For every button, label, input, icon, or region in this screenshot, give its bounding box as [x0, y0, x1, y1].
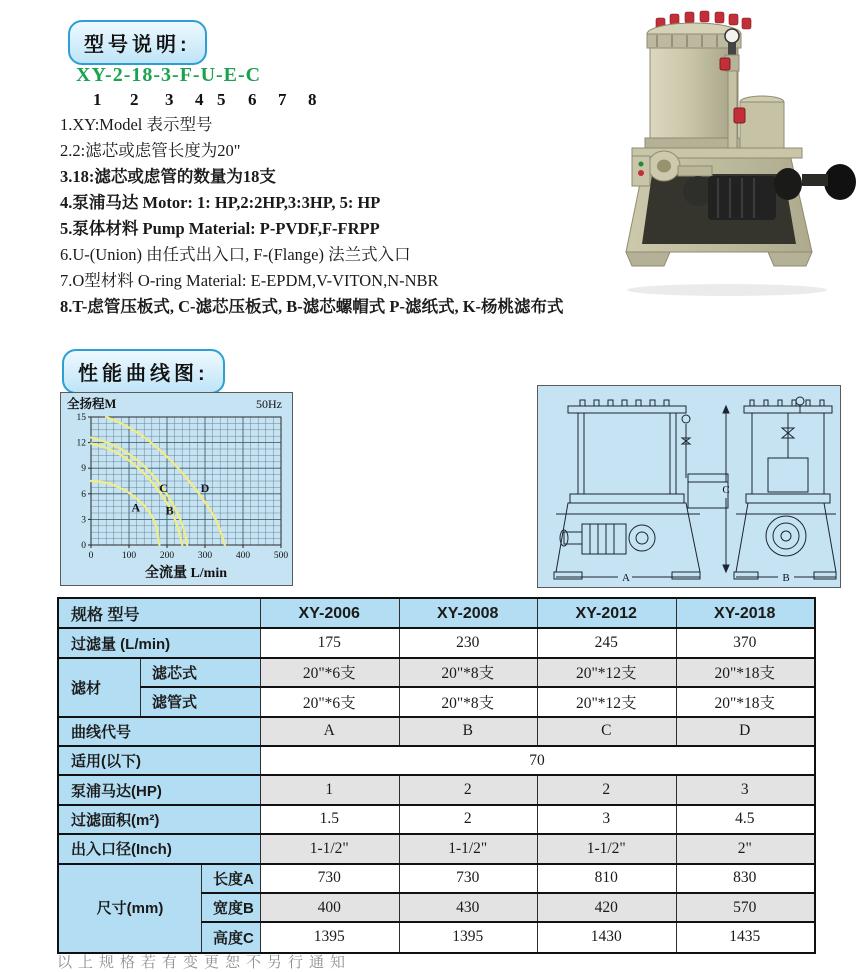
- table-grid-line: [201, 892, 814, 894]
- svg-text:0: 0: [88, 551, 94, 561]
- spec-value: 20"*8支: [399, 687, 538, 716]
- table-grid-line: [201, 921, 814, 923]
- table-grid-line: [399, 599, 400, 746]
- spec-value: 20"*6支: [260, 658, 399, 687]
- spec-value: 810: [537, 864, 676, 893]
- performance-curve-chart: [60, 392, 293, 586]
- spec-value-merged: 70: [260, 746, 814, 775]
- spec-value: 20"*12支: [537, 687, 676, 716]
- table-grid-line: [140, 686, 814, 688]
- spec-subrow-label: 宽度B: [201, 893, 260, 922]
- spec-value: 3: [676, 775, 815, 804]
- spec-row-label: 出入口径(Inch): [59, 834, 260, 863]
- table-corner-header: 规格 型号: [59, 599, 260, 628]
- spec-value: 20"*6支: [260, 687, 399, 716]
- spec-value: 1395: [260, 922, 399, 951]
- curve-label-C: C: [159, 481, 168, 496]
- table-grid-line: [676, 599, 677, 746]
- svg-text:15: 15: [76, 413, 86, 423]
- spec-value: 1: [260, 775, 399, 804]
- spec-value: 2: [399, 805, 538, 834]
- model-code-legend-item: 5.泵体材料 Pump Material: P-PVDF,F-FRPP: [60, 219, 380, 238]
- spec-value: 1-1/2": [537, 834, 676, 863]
- spec-value: 400: [260, 893, 399, 922]
- model-code-digit-row: [76, 90, 376, 112]
- table-grid-line: [59, 804, 814, 806]
- x-axis-label: 全流量 L/min: [144, 566, 228, 581]
- spec-value: 430: [399, 893, 538, 922]
- dim-label-a: A: [622, 572, 630, 584]
- spec-value: 730: [260, 864, 399, 893]
- spec-value: 1430: [537, 922, 676, 951]
- model-code-digit: 8: [308, 90, 317, 109]
- spec-value: 230: [399, 628, 538, 657]
- spec-group-label: 滤材: [59, 658, 140, 717]
- model-code-digit: 3: [165, 90, 174, 109]
- model-code-legend-item: 6.U-(Union) 由任式出入口, F-(Flange) 法兰式入口: [60, 245, 411, 264]
- curve-label-A: A: [131, 500, 141, 515]
- curve-chart-svg: [61, 393, 290, 583]
- table-grid-line: [201, 864, 202, 952]
- curve-C: [91, 437, 187, 545]
- spec-value: A: [260, 717, 399, 746]
- spec-value: D: [676, 717, 815, 746]
- filter-machine-illustration: [612, 6, 847, 298]
- table-grid-line: [59, 716, 814, 718]
- dim-label-b: B: [782, 572, 790, 584]
- table-grid-line: [537, 599, 538, 746]
- spec-subrow-label: 高度C: [201, 922, 260, 951]
- svg-text:9: 9: [81, 464, 86, 475]
- model-code-digit: 4: [195, 90, 204, 109]
- svg-text:12: 12: [76, 438, 86, 449]
- model-column-header: XY-2006: [260, 599, 399, 628]
- spec-value: 1-1/2": [260, 834, 399, 863]
- spec-value: 175: [260, 628, 399, 657]
- spec-value: 1.5: [260, 805, 399, 834]
- spec-value: 20"*18支: [676, 658, 815, 687]
- spec-subrow-label: 滤芯式: [140, 658, 260, 687]
- svg-text:6: 6: [81, 489, 86, 500]
- spec-row-label: 泵浦马达(HP): [59, 775, 260, 804]
- table-grid-line: [59, 833, 814, 835]
- dim-label-c: C: [722, 484, 730, 496]
- spec-value: 730: [399, 864, 538, 893]
- model-column-header: XY-2008: [399, 599, 538, 628]
- spec-subrow-label: 长度A: [201, 864, 260, 893]
- curve-label-D: D: [200, 481, 210, 496]
- spec-value: 20"*18支: [676, 687, 815, 716]
- spec-row-label: 过滤面积(m²): [59, 805, 260, 834]
- dimension-drawings: [537, 385, 841, 588]
- model-code-digit: 2: [130, 90, 139, 109]
- table-grid-line: [59, 745, 814, 747]
- spec-value: 2: [399, 775, 538, 804]
- model-code-digit: 7: [278, 90, 287, 109]
- spec-value: 1435: [676, 922, 815, 951]
- curve-label-B: B: [165, 503, 174, 518]
- svg-text:3: 3: [81, 515, 86, 526]
- svg-text:500: 500: [273, 551, 289, 561]
- model-code-legend-item: 8.T-虑管压板式, C-滤芯压板式, B-滤芯螺帽式 P-滤纸式, K-杨桃滤布式: [60, 297, 564, 316]
- spec-subrow-label: 滤管式: [140, 687, 260, 716]
- model-code-legend-item: 7.O型材料 O-ring Material: E-EPDM,V-VITON,N-NBR: [60, 271, 439, 290]
- y-axis-label: 全扬程M: [67, 397, 117, 411]
- svg-text:400: 400: [235, 551, 251, 561]
- model-code: XY-2-18-3-F-U-E-C: [76, 64, 262, 86]
- spec-value: 3: [537, 805, 676, 834]
- model-column-header: XY-2018: [676, 599, 815, 628]
- model-code-legend-item: 4.泵浦马达 Motor: 1: HP,2:2HP,3:3HP, 5: HP: [60, 193, 381, 212]
- table-grid-line: [59, 863, 814, 865]
- model-code-legend-item: 2.2:滤芯或虑管长度为20": [60, 141, 241, 160]
- spec-value: 1-1/2": [399, 834, 538, 863]
- spec-value: 1395: [399, 922, 538, 951]
- table-grid-line: [59, 627, 814, 629]
- model-code-digit: 6: [248, 90, 257, 109]
- model-column-header: XY-2012: [537, 599, 676, 628]
- model-code-legend-item: 3.18:滤芯或虑管的数量为18支: [60, 167, 276, 186]
- spec-group-label: 尺寸(mm): [59, 864, 201, 952]
- svg-text:300: 300: [197, 551, 213, 561]
- spec-value: 420: [537, 893, 676, 922]
- spec-value: 20"*8支: [399, 658, 538, 687]
- spec-value: 570: [676, 893, 815, 922]
- spec-value: 2: [537, 775, 676, 804]
- spec-value: 4.5: [676, 805, 815, 834]
- chart-frequency-label: 50Hz: [256, 397, 282, 411]
- model-code-digit: 5: [217, 90, 226, 109]
- table-grid-line: [59, 657, 814, 659]
- product-photo: [612, 6, 847, 298]
- svg-text:200: 200: [159, 551, 175, 561]
- spec-value: 370: [676, 628, 815, 657]
- model-code-digit: 1: [93, 90, 102, 109]
- model-code-legend-item: 1.XY:Model 表示型号: [60, 115, 213, 134]
- spec-value: C: [537, 717, 676, 746]
- spec-value: 2": [676, 834, 815, 863]
- table-grid-line: [59, 774, 814, 776]
- spec-row-label: 曲线代号: [59, 717, 260, 746]
- spec-value: 245: [537, 628, 676, 657]
- footnote: 以上规格若有变更恕不另行通知: [57, 954, 352, 971]
- spec-row-label: 适用(以下): [59, 746, 260, 775]
- model-description-badge: 型号说明:: [68, 20, 207, 65]
- spec-value: 20"*12支: [537, 658, 676, 687]
- svg-text:100: 100: [121, 551, 137, 561]
- spec-value: B: [399, 717, 538, 746]
- specification-table: [57, 597, 816, 954]
- model-code-legend: [60, 112, 660, 320]
- performance-curve-badge: 性能曲线图:: [62, 349, 225, 394]
- spec-row-label: 过滤量 (L/min): [59, 628, 260, 657]
- spec-value: 830: [676, 864, 815, 893]
- dimension-drawing-svg: [538, 386, 838, 585]
- svg-text:0: 0: [81, 541, 86, 551]
